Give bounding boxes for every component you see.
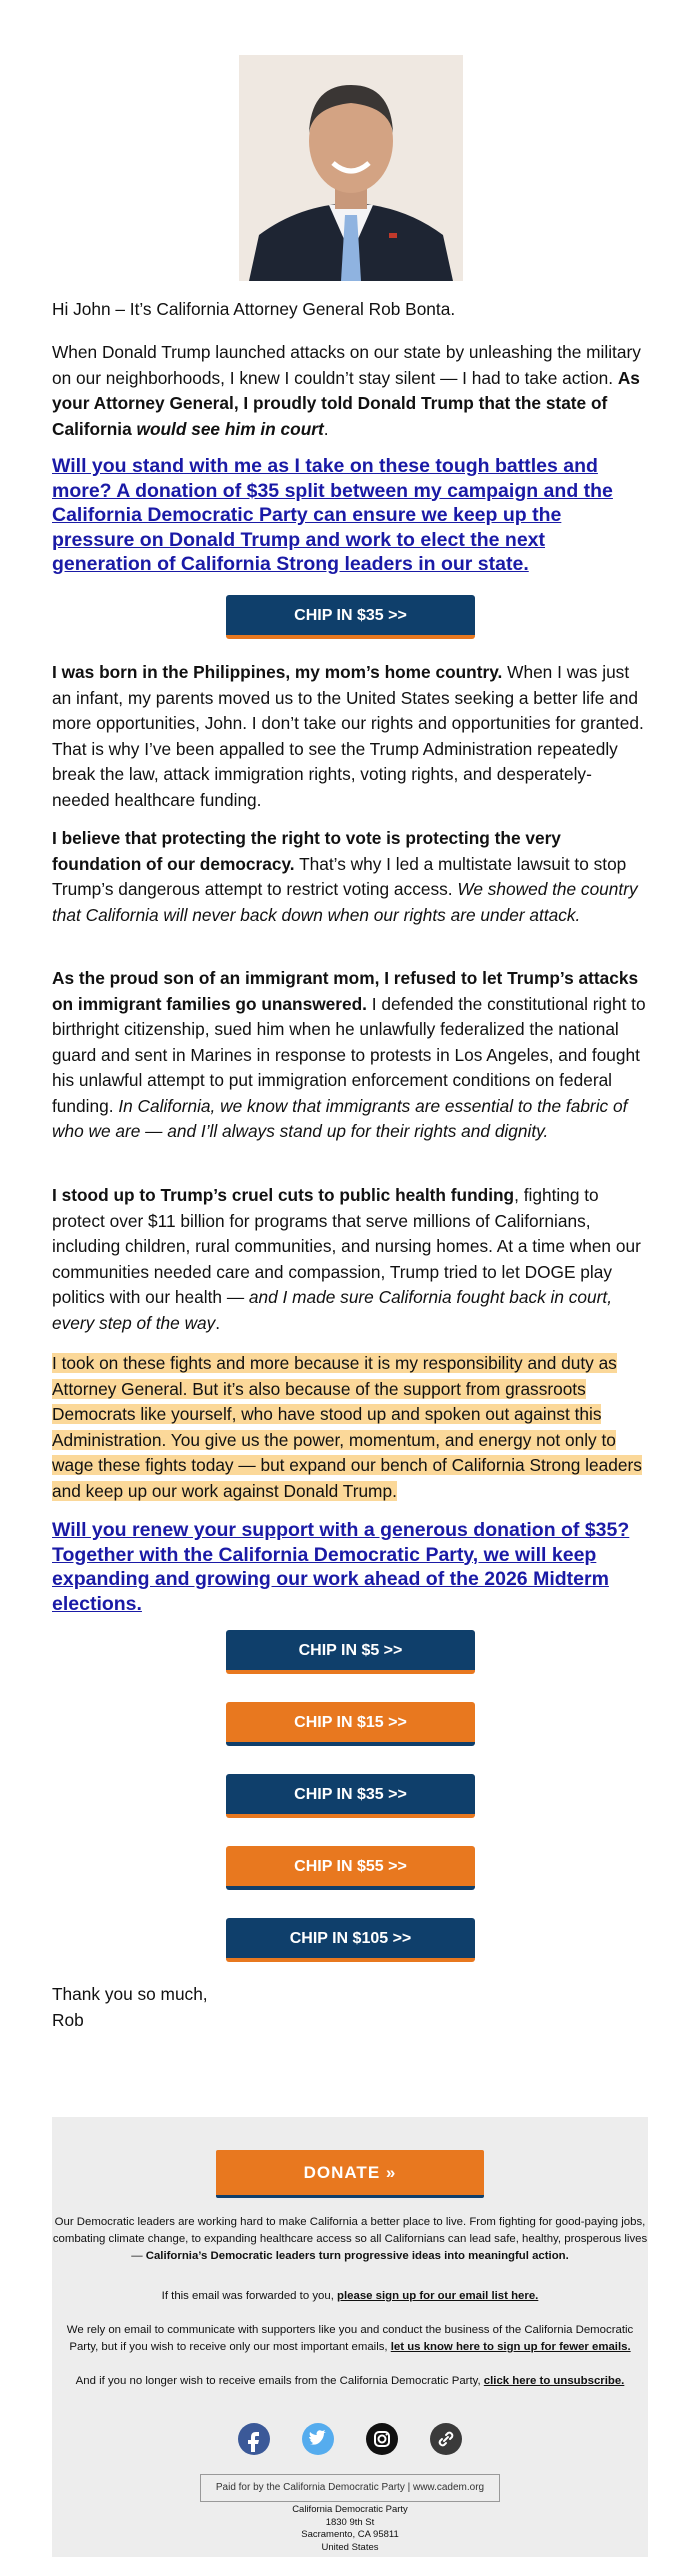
paragraph-immigrant: As the proud son of an immigrant mom, I refused to let Trump’s attacks on immigrant families go unanswered. I defended the constitutional right to birthright citizenship, sued him when he unlawfully federalized the national guard and sent in Marines in response to protests in Los Angeles, and fought his unlawful attempt to put immigration enforcement conditions on federal funding. In California, we know that immigrants are essential to the fabric of who we are — and I’ll always stand up for their rights and dignity. bbox=[52, 968, 646, 1141]
address-line: Sacramento, CA 95811 bbox=[301, 2529, 399, 2540]
chip-in-105-button[interactable]: CHIP IN $105 >> bbox=[226, 1918, 475, 1962]
facebook-icon[interactable] bbox=[238, 2423, 270, 2455]
footer-mission: Our Democratic leaders are working hard to make California a better place to live. From fighting for good-paying jobs, combating climate change, to expanding healthcare access so all Californians can lead safe, healthy, prosperous lives — California’s Democratic leaders turn progressive ideas into meaningful action. bbox=[52, 2216, 648, 2262]
signoff-thanks: Thank you so much, bbox=[52, 1984, 208, 2004]
instagram-icon[interactable] bbox=[366, 2423, 398, 2455]
chip-in-55-button[interactable]: CHIP IN $55 >> bbox=[226, 1846, 475, 1890]
paragraph-health: I stood up to Trump’s cruel cuts to public health funding, fighting to protect over $11 billion for programs that serve millions of Californians, including children, rural communities, and nursing homes. At a time when our communities needed care and compassion, Trump tried to let DOGE play politics with our health — and I made sure California fought back in court, every step of the way. bbox=[52, 1185, 641, 1333]
renew-support-link[interactable]: Will you renew your support with a generous donation of $35? Together with the California Democratic Party, we will keep expanding and growing our work ahead of the 2026 Midterm elections. bbox=[52, 1519, 630, 1615]
greeting: Hi John – It’s California Attorney General Rob Bonta. bbox=[52, 299, 456, 319]
chip-in-5-button[interactable]: CHIP IN $5 >> bbox=[226, 1630, 475, 1674]
donate-button[interactable]: DONATE » bbox=[216, 2150, 484, 2198]
donation-ask-link[interactable]: Will you stand with me as I take on these tough battles and more? A donation of $35 split between my campaign and the California Democratic Party can ensure we keep up the pressure on Donald Trump and work to elect the next generation of California Strong leaders in our state. bbox=[52, 455, 613, 575]
footer-forwarded: If this email was forwarded to you, please sign up for our email list here. bbox=[161, 2290, 539, 2302]
mailing-address bbox=[52, 2504, 648, 2554]
intro-paragraph: When Donald Trump launched attacks on our state by unleashing the military on our neighborhoods, I knew I couldn’t stay silent — I had to take action. As your Attorney General, I proudly told Donald Trump that the state of California would see him in court. bbox=[52, 342, 641, 439]
address-line: United States bbox=[321, 2541, 379, 2553]
chip-in-15-button[interactable]: CHIP IN $15 >> bbox=[226, 1702, 475, 1746]
paragraph-vote: I believe that protecting the right to vote is protecting the very foundation of our democracy. That’s why I led a multistate lawsuit to stop Trump’s dangerous attempt to restrict voting access. We showed the country that California will never back down when our rights are under attack. bbox=[52, 828, 638, 925]
chip-in-35-button[interactable]: CHIP IN $35 >> bbox=[226, 1774, 475, 1818]
address-line: California Democratic Party bbox=[292, 2504, 408, 2515]
footer-fewer-emails: We rely on email to communicate with supporters like you and conduct the business of the California Democratic Party, but if you wish to receive only our most important emails, let us know here to sign up for fewer emails. bbox=[66, 2324, 634, 2353]
portrait-photo bbox=[239, 55, 463, 281]
twitter-icon[interactable] bbox=[302, 2423, 334, 2455]
signoff-name: Rob bbox=[52, 2010, 84, 2030]
chip-in-35-button-top[interactable]: CHIP IN $35 >> bbox=[226, 595, 475, 639]
footer-unsubscribe: And if you no longer wish to receive emails from the California Democratic Party, click here to unsubscribe. bbox=[75, 2375, 625, 2387]
link-icon[interactable] bbox=[430, 2423, 462, 2455]
paragraph-born: I was born in the Philippines, my mom’s home country. When I was just an infant, my parents moved us to the United States seeking a better life and more opportunities, John. I don’t take our rights and opportunities for granted. That is why I’ve been appalled to see the Trump Administration repeatedly break the law, attack immigration rights, voting rights, and desperately-needed healthcare funding. bbox=[52, 662, 644, 810]
highlighted-paragraph: I took on these fights and more because it is my responsibility and duty as Attorney General. But it’s also because of the support from grassroots Democrats like yourself, who have stood up and spoken out against this Administration. You give us the power, momentum, and energy not only to wage these fights today — but expand our bench of California Strong leaders and keep up our work against Donald Trump. bbox=[52, 1353, 642, 1501]
unsubscribe-link[interactable]: click here to unsubscribe. bbox=[483, 2375, 625, 2387]
email-signup-link[interactable]: please sign up for our email list here. bbox=[337, 2290, 539, 2302]
paid-for-disclaimer: Paid for by the California Democratic Party | www.cadem.org bbox=[200, 2474, 500, 2502]
fewer-emails-link[interactable]: let us know here to sign up for fewer emails. bbox=[390, 2341, 631, 2353]
address-line: 1830 9th St bbox=[325, 2516, 375, 2528]
